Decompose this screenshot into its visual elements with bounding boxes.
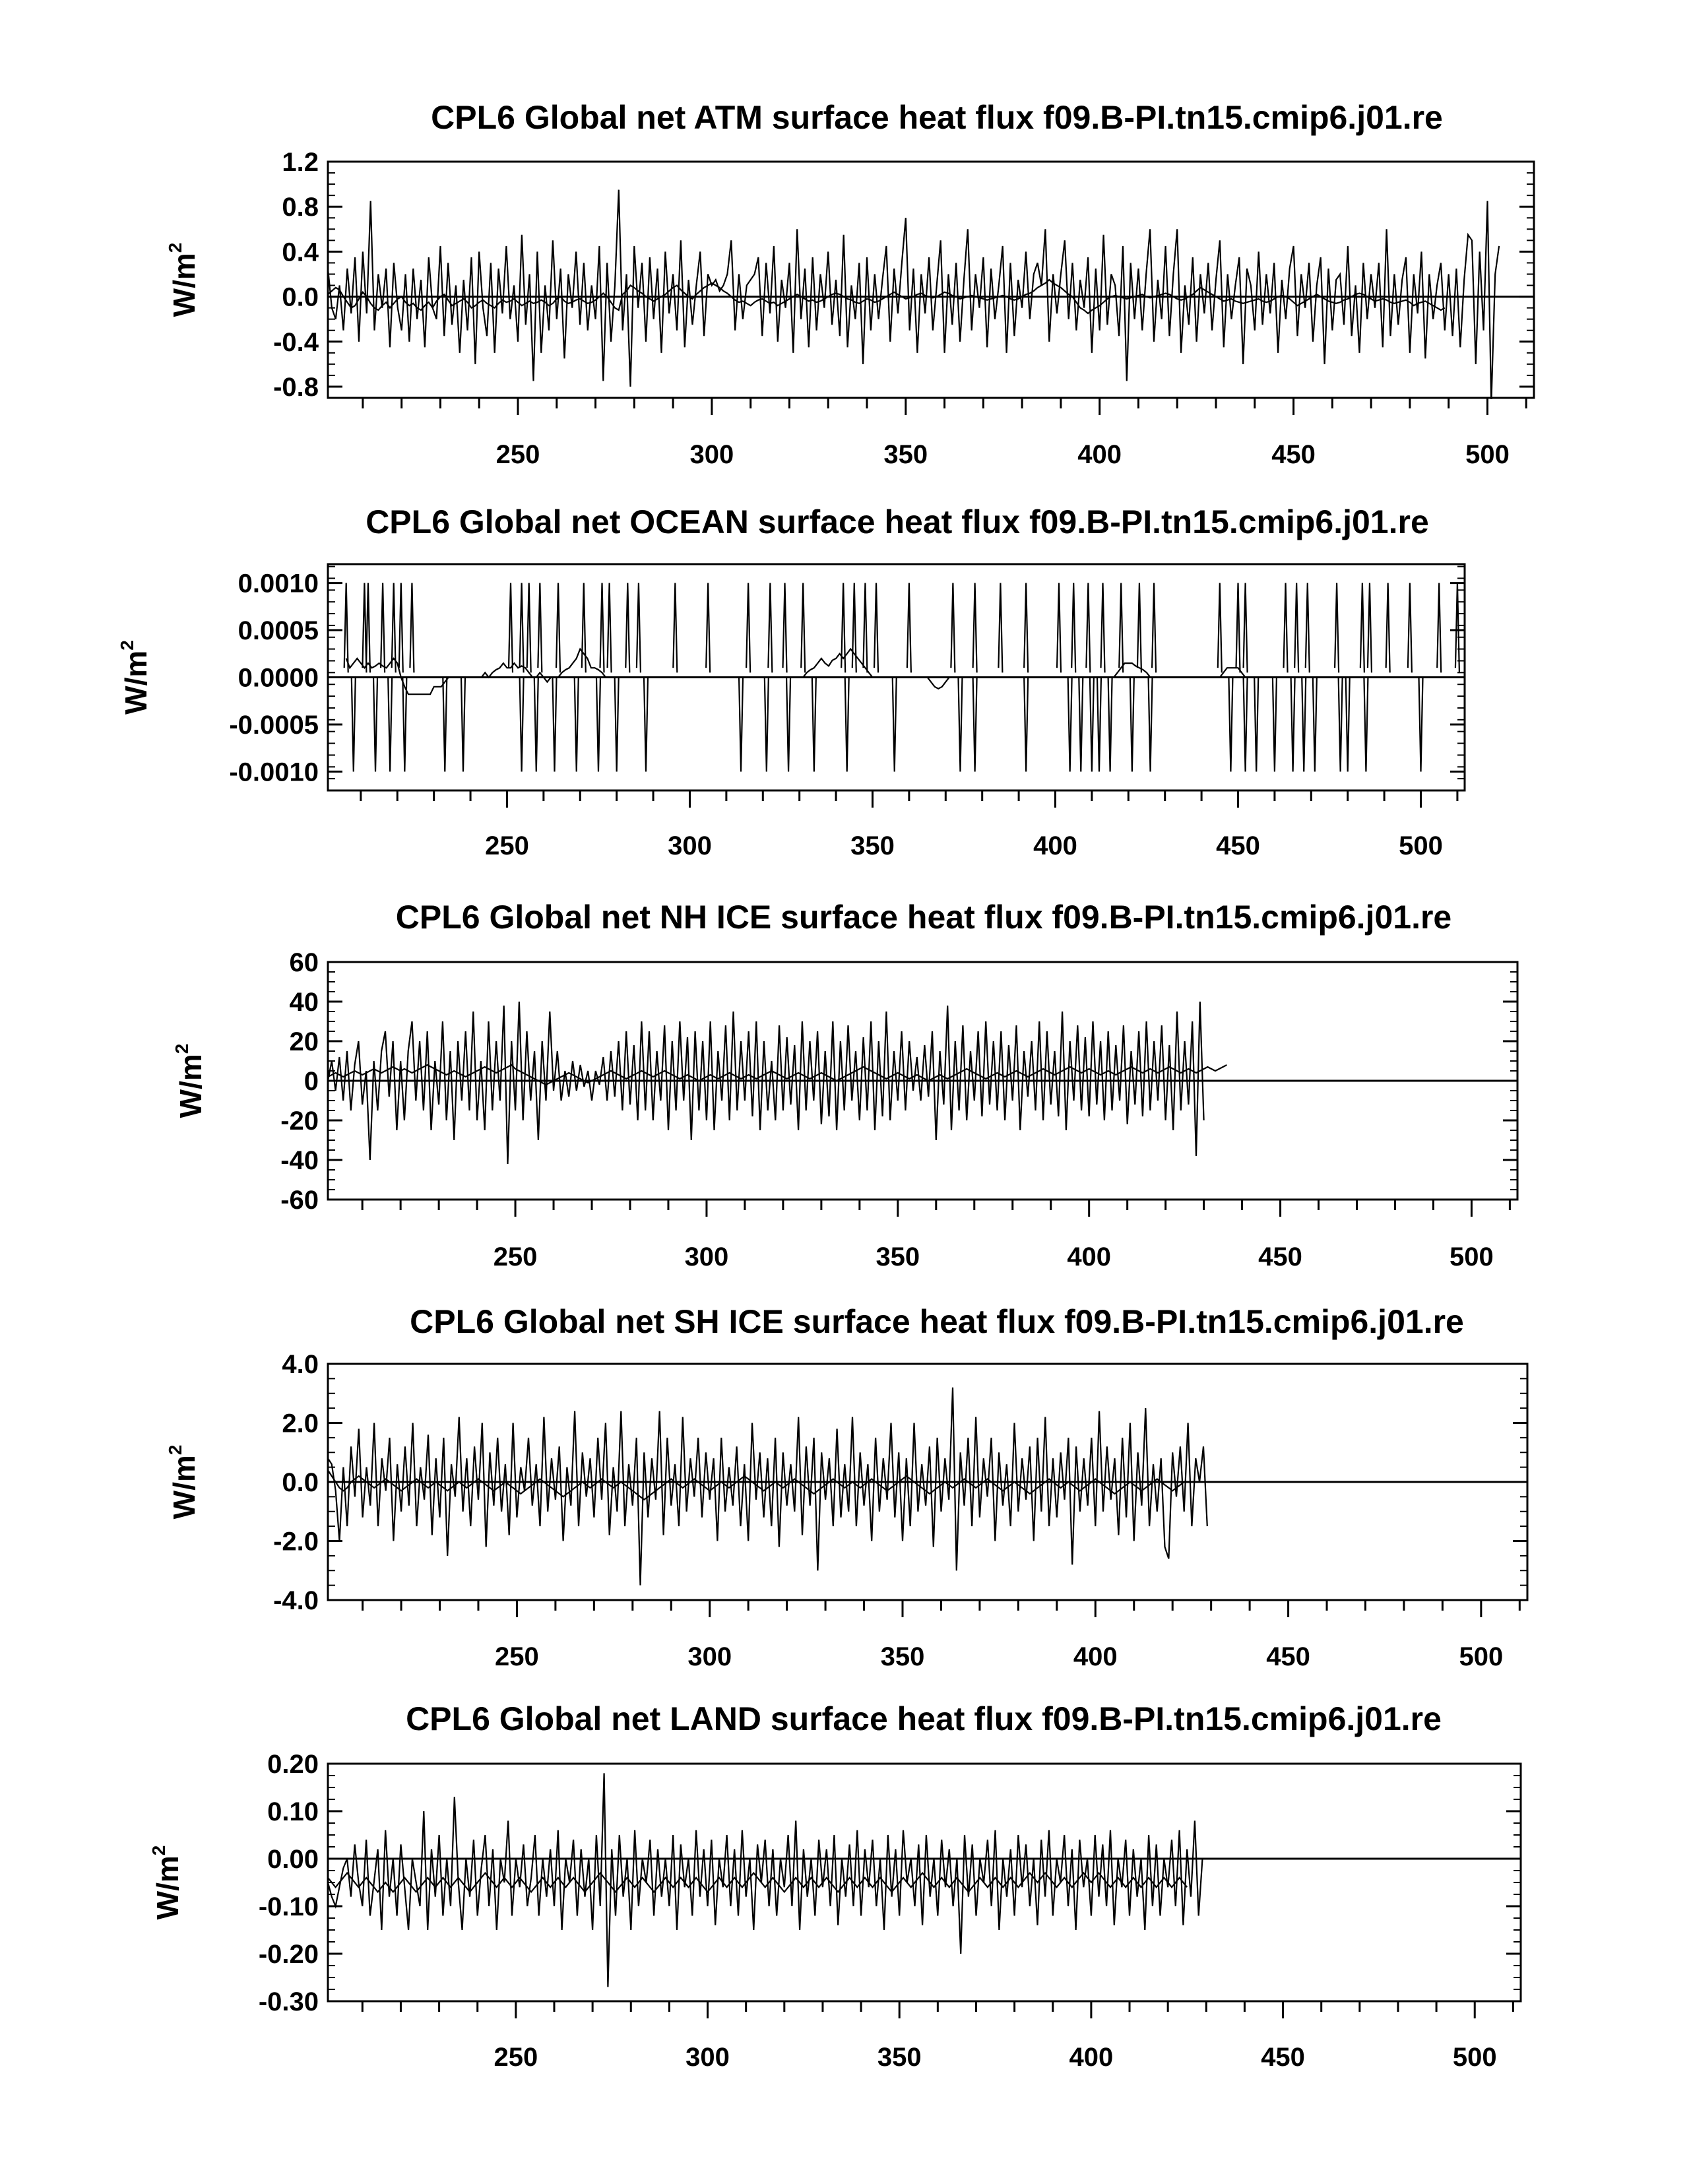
x-tick-label: 350 bbox=[880, 1642, 925, 1671]
spike-up bbox=[1368, 583, 1372, 673]
y-tick-label: -0.0010 bbox=[229, 757, 319, 787]
spike-up bbox=[1086, 583, 1090, 673]
y-tick-label: -0.10 bbox=[258, 1892, 319, 1921]
x-tick-label: 300 bbox=[689, 440, 734, 469]
y-tick-label: 0.4 bbox=[282, 238, 319, 267]
spike-down bbox=[1346, 678, 1350, 772]
series-line-1 bbox=[328, 1773, 1203, 1987]
spike-down bbox=[443, 678, 447, 772]
panel-5 bbox=[148, 1700, 1521, 2072]
spike-up bbox=[1057, 583, 1061, 673]
panel-title: CPL6 Global net SH ICE surface heat flux f09.B-PI.tn15.cmip6.j01.re bbox=[410, 1303, 1464, 1340]
spike-up bbox=[582, 583, 586, 673]
spike-up bbox=[1306, 583, 1310, 673]
series-line-1 bbox=[328, 1002, 1204, 1164]
x-tick-label: 250 bbox=[493, 1242, 538, 1271]
spike-down bbox=[596, 678, 600, 772]
spike-down bbox=[520, 678, 524, 772]
y-axis-label-text: W/m bbox=[167, 1455, 201, 1520]
spike-down bbox=[1302, 678, 1306, 772]
series-line-1 bbox=[346, 649, 1319, 695]
spike-up bbox=[1101, 583, 1105, 673]
spike-down bbox=[1419, 678, 1423, 772]
spike-up bbox=[600, 583, 604, 673]
x-tick-label: 500 bbox=[1399, 831, 1443, 860]
spike-down bbox=[958, 678, 962, 772]
y-tick-label: -0.30 bbox=[258, 1987, 319, 2016]
panel-title: CPL6 Global net ATM surface heat flux f09.B-PI.tn15.cmip6.j01.re bbox=[431, 99, 1443, 136]
spike-up bbox=[1071, 583, 1075, 673]
y-tick-label: -2.0 bbox=[273, 1527, 319, 1557]
y-tick-label: -60 bbox=[280, 1186, 319, 1215]
spike-down bbox=[1339, 678, 1343, 772]
x-tick-label: 500 bbox=[1465, 440, 1510, 469]
spike-up bbox=[608, 583, 612, 673]
y-axis-label-superscript: 2 bbox=[148, 1845, 169, 1856]
y-axis-label-text: W/m bbox=[174, 1054, 208, 1118]
y-tick-label: -0.8 bbox=[273, 372, 319, 402]
spike-up bbox=[1386, 583, 1390, 673]
spike-down bbox=[786, 678, 790, 772]
y-axis-label-superscript: 2 bbox=[165, 242, 185, 253]
spike-down bbox=[1024, 678, 1028, 772]
y-tick-label: -0.20 bbox=[258, 1940, 319, 1969]
spike-up bbox=[998, 583, 1002, 673]
spike-up bbox=[1244, 583, 1248, 673]
spike-up bbox=[520, 583, 524, 673]
x-tick-label: 300 bbox=[685, 2043, 730, 2072]
spike-up bbox=[399, 583, 403, 673]
y-tick-label: 60 bbox=[289, 948, 319, 977]
x-tick-label: 400 bbox=[1077, 440, 1122, 469]
spike-up bbox=[673, 583, 677, 673]
x-tick-label: 450 bbox=[1258, 1242, 1302, 1271]
x-tick-label: 300 bbox=[668, 831, 712, 860]
spike-up bbox=[556, 583, 560, 673]
y-axis-label-text: W/m bbox=[167, 253, 201, 317]
spike-down bbox=[1108, 678, 1112, 772]
plot-data bbox=[328, 1773, 1203, 1987]
y-tick-label: 4.0 bbox=[282, 1350, 319, 1379]
spike-down bbox=[352, 678, 356, 772]
spike-up bbox=[1236, 583, 1240, 673]
spike-down bbox=[615, 678, 619, 772]
spike-down bbox=[739, 678, 743, 772]
spike-up bbox=[863, 583, 867, 673]
spike-down bbox=[1364, 678, 1368, 772]
spike-down bbox=[973, 678, 977, 772]
x-tick-label: 450 bbox=[1216, 831, 1260, 860]
spike-down bbox=[1313, 678, 1317, 772]
plot-data bbox=[328, 1002, 1227, 1164]
y-tick-label: 0.8 bbox=[282, 193, 319, 222]
spike-up bbox=[637, 583, 641, 673]
x-tick-label: 450 bbox=[1261, 2043, 1305, 2072]
x-tick-label: 500 bbox=[1450, 1242, 1494, 1271]
spike-down bbox=[644, 678, 648, 772]
x-tick-label: 250 bbox=[494, 2043, 538, 2072]
spike-down bbox=[534, 678, 538, 772]
spike-up bbox=[1119, 583, 1123, 673]
spike-up bbox=[381, 583, 385, 673]
spike-up bbox=[625, 583, 629, 673]
spike-up bbox=[410, 583, 414, 673]
y-tick-label: 0.10 bbox=[267, 1797, 319, 1826]
x-tick-label: 250 bbox=[485, 831, 529, 860]
y-tick-label: 40 bbox=[289, 988, 319, 1017]
y-tick-label: 0 bbox=[303, 1067, 319, 1096]
spike-down bbox=[402, 678, 406, 772]
x-tick-label: 300 bbox=[684, 1242, 729, 1271]
y-axis-label-text: W/m bbox=[119, 650, 153, 715]
spike-up bbox=[366, 583, 370, 673]
spike-up bbox=[1218, 583, 1222, 673]
panel-1 bbox=[165, 99, 1534, 469]
spike-down bbox=[388, 678, 392, 772]
spike-up bbox=[783, 583, 787, 673]
x-tick-label: 350 bbox=[876, 1242, 920, 1271]
y-tick-label: 20 bbox=[289, 1027, 319, 1056]
y-axis-label bbox=[172, 1044, 208, 1118]
spike-up bbox=[1284, 583, 1288, 673]
spike-down bbox=[1149, 678, 1153, 772]
y-tick-label: 0.0 bbox=[282, 282, 319, 312]
spike-down bbox=[1273, 678, 1277, 772]
panel-title: CPL6 Global net LAND surface heat flux f09.B-PI.tn15.cmip6.j01.re bbox=[406, 1700, 1442, 1737]
y-tick-label: 1.2 bbox=[282, 148, 319, 177]
spike-down bbox=[1254, 678, 1258, 772]
y-axis-label-superscript: 2 bbox=[172, 1043, 192, 1054]
spike-up bbox=[1137, 583, 1141, 673]
x-tick-label: 250 bbox=[495, 440, 540, 469]
x-tick-label: 400 bbox=[1033, 831, 1077, 860]
spike-down bbox=[575, 678, 579, 772]
plot-data bbox=[328, 1388, 1207, 1586]
spike-up bbox=[509, 583, 513, 673]
spike-down bbox=[373, 678, 377, 772]
spike-up bbox=[874, 583, 878, 673]
x-tick-label: 250 bbox=[495, 1642, 539, 1671]
spike-up bbox=[1294, 583, 1298, 673]
spike-down bbox=[1130, 678, 1134, 772]
spike-down bbox=[461, 678, 465, 772]
spike-down bbox=[1068, 678, 1072, 772]
spike-down bbox=[1291, 678, 1295, 772]
spike-up bbox=[527, 583, 531, 673]
spike-down bbox=[552, 678, 556, 772]
spike-up bbox=[1152, 583, 1156, 673]
y-axis-label bbox=[148, 1846, 185, 1920]
spike-up bbox=[1335, 583, 1339, 673]
spike-up bbox=[1455, 583, 1459, 673]
x-tick-label: 400 bbox=[1073, 1642, 1118, 1671]
y-tick-label: -0.0005 bbox=[229, 710, 319, 740]
spike-up bbox=[1024, 583, 1028, 673]
y-tick-label: 0.0005 bbox=[238, 616, 319, 646]
spike-up bbox=[746, 583, 750, 673]
spike-up bbox=[538, 583, 542, 673]
spike-up bbox=[951, 583, 955, 673]
spike-up bbox=[768, 583, 772, 673]
panel-title: CPL6 Global net NH ICE surface heat flux f09.B-PI.tn15.cmip6.j01.re bbox=[395, 899, 1452, 936]
y-tick-label: -40 bbox=[280, 1146, 319, 1175]
y-axis-label-superscript: 2 bbox=[165, 1444, 185, 1456]
spike-up bbox=[1408, 583, 1412, 673]
x-tick-label: 450 bbox=[1266, 1642, 1310, 1671]
x-tick-label: 400 bbox=[1069, 2043, 1114, 2072]
y-axis-label bbox=[165, 1445, 201, 1520]
y-axis-label bbox=[165, 243, 201, 317]
spike-down bbox=[845, 678, 849, 772]
y-tick-label: -4.0 bbox=[273, 1586, 319, 1615]
y-tick-label: 0.00 bbox=[267, 1845, 319, 1874]
panel-4 bbox=[165, 1303, 1527, 1671]
x-tick-label: 500 bbox=[1459, 1642, 1504, 1671]
x-tick-label: 500 bbox=[1452, 2043, 1497, 2072]
y-tick-label: 0.0010 bbox=[238, 569, 319, 598]
y-tick-label: 0.20 bbox=[267, 1750, 319, 1779]
spike-up bbox=[1360, 583, 1364, 673]
x-tick-label: 350 bbox=[883, 440, 928, 469]
y-tick-label: 2.0 bbox=[282, 1409, 319, 1438]
x-tick-label: 300 bbox=[687, 1642, 732, 1671]
x-tick-label: 400 bbox=[1067, 1242, 1112, 1271]
y-axis-label-superscript: 2 bbox=[117, 640, 137, 651]
spike-down bbox=[893, 678, 897, 772]
spike-up bbox=[973, 583, 977, 673]
panel-title: CPL6 Global net OCEAN surface heat flux f09.B-PI.tn15.cmip6.j01.re bbox=[366, 503, 1429, 540]
spike-up bbox=[907, 583, 911, 673]
y-axis-label-text: W/m bbox=[150, 1855, 185, 1920]
spike-down bbox=[1228, 678, 1232, 772]
x-tick-label: 350 bbox=[877, 2043, 922, 2072]
spike-down bbox=[1079, 678, 1083, 772]
spike-down bbox=[1097, 678, 1101, 772]
y-tick-label: -0.4 bbox=[273, 327, 319, 357]
spike-down bbox=[765, 678, 769, 772]
spike-down bbox=[1090, 678, 1094, 772]
y-tick-label: -20 bbox=[280, 1107, 319, 1136]
spike-up bbox=[706, 583, 710, 673]
panel-2 bbox=[117, 503, 1465, 860]
y-tick-label: 0.0000 bbox=[238, 663, 319, 693]
x-tick-label: 450 bbox=[1271, 440, 1316, 469]
y-axis-label bbox=[117, 640, 153, 715]
spike-down bbox=[812, 678, 816, 772]
spike-down bbox=[1244, 678, 1248, 772]
y-tick-label: 0.0 bbox=[282, 1468, 319, 1497]
series-line-2 bbox=[328, 1873, 1187, 1892]
spike-up bbox=[852, 583, 856, 673]
spike-up bbox=[801, 583, 805, 673]
spike-up bbox=[1437, 583, 1441, 673]
x-tick-label: 350 bbox=[850, 831, 895, 860]
panel-3 bbox=[172, 899, 1517, 1271]
